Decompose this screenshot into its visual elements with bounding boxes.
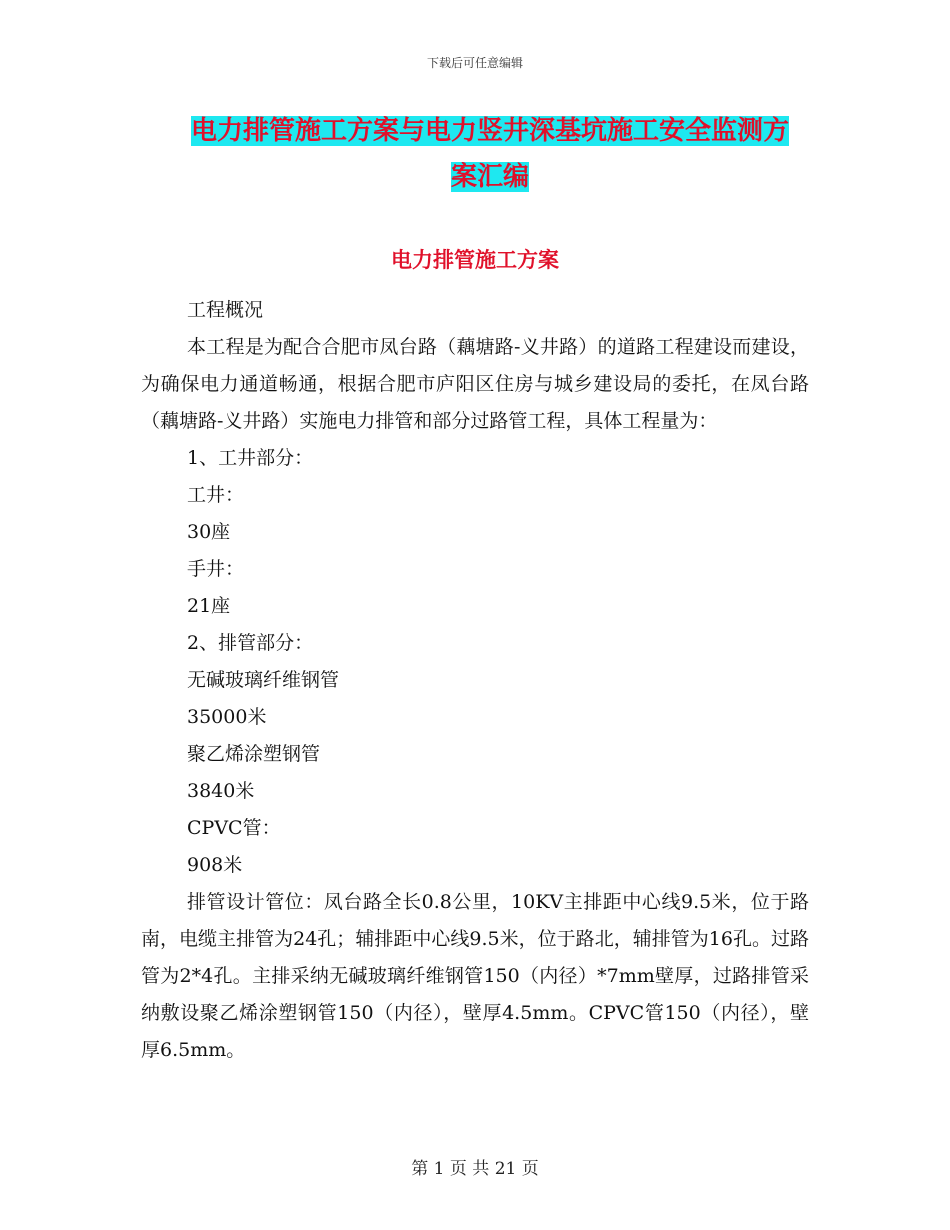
document-title [140,108,840,200]
document-body [141,292,809,1069]
document-title-line1: 电力排管施工方案与电力竖井深基坑施工安全监测方 [190,116,789,146]
list-item: CPVC管： [187,817,281,839]
list-item: 35000米 [187,706,267,728]
list-item: 工井： [187,484,245,506]
list-item: 3840米 [187,780,255,802]
list-item: 30座 [187,521,231,543]
list-item: 908米 [187,854,243,876]
list-item: 1、工井部分： [187,447,314,469]
list-item: 21座 [187,595,231,617]
section-title: 电力排管施工方案 [391,247,559,272]
list-item: 2、排管部分： [187,632,314,654]
page-footer: 第 1 页 共 21 页 [411,1159,539,1179]
header-note: 下载后可任意编辑 [426,56,523,70]
list-item: 手井： [187,558,245,580]
intro-paragraph: 本工程是为配合合肥市凤台路（藕塘路-义井路）的道路工程建设而建设，为确保电力通道畅通，根据合肥市庐阳区住房与城乡建设局的委托，在凤台路（藕塘路-义井路）实施电力排管和部分过路管工程，具体工程量为： [141,336,809,432]
list-item: 聚乙烯涂塑钢管 [187,743,321,765]
design-paragraph: 排管设计管位：凤台路全长0.8公里，10KV主排距中心线9.5米，位于路南，电缆主排管为24孔；辅排距中心线9.5米，位于路北，辅排管为16孔。过路管为2*4孔。主排采纳无碱玻璃纤维钢管150（内径）*7mm壁厚，过路排管采纳敷设聚乙烯涂塑钢管150（内径），壁厚4.5mm。CPVC管150（内径），壁厚6.5mm。 [141,891,809,1061]
document-title-line2: 案汇编 [450,162,529,192]
overview-heading: 工程概况 [187,299,264,321]
list-item: 无碱玻璃纤维钢管 [187,669,340,691]
